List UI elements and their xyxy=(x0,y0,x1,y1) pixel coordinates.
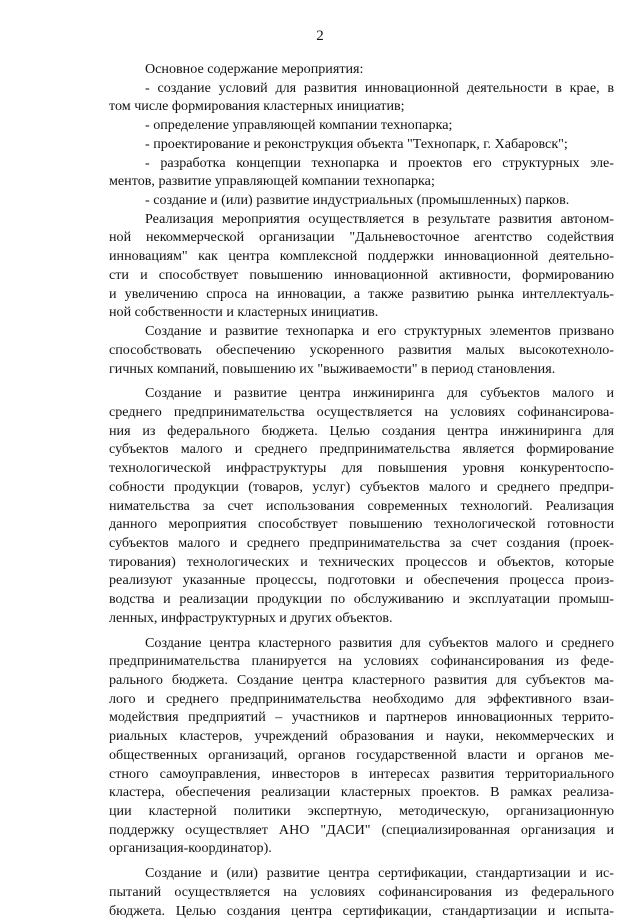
paragraph xyxy=(109,60,614,79)
paragraph xyxy=(109,864,614,920)
text-line: пытаний осуществляется на условиях софинансирования из федерального xyxy=(109,883,614,900)
document-body xyxy=(109,60,614,920)
text-line: стного самоуправления, инвесторов в интересах развития территориального xyxy=(109,765,614,782)
text-line: риальных кластеров, учреждений образования и науки, некоммерческих и xyxy=(109,728,614,745)
text-line: Создание и развитие технопарка и его структурных элементов призвано xyxy=(145,323,614,340)
text-line: ной собственности и кластерных инициатив. xyxy=(109,304,379,321)
text-line: общественных организаций, органов государственной власти и органов ме- xyxy=(109,746,614,763)
paragraph xyxy=(109,79,614,116)
text-line: ния из федерального бюджета. Целью создания центра инжиниринга для xyxy=(109,422,614,439)
text-line: Создание центра кластерного развития для субъектов малого и среднего xyxy=(145,634,614,651)
text-line: кластера, обеспечения реализации кластерных проектов. В рамках реализа- xyxy=(109,784,614,801)
text-line: реализуют указанные процессы, подготовки и обеспечения процесса произ- xyxy=(109,572,614,589)
paragraph xyxy=(109,384,614,627)
text-line: субъектов малого и среднего предпринимательства является формирование xyxy=(109,441,614,458)
text-line: инновациям" как центра комплексной поддержки инновационной деятельно- xyxy=(109,248,614,265)
text-line: Реализация мероприятия осуществляется в результате развития автоном- xyxy=(145,210,614,227)
text-line: бюджета. Целью создания центра сертификации, стандартизации и испыта- xyxy=(109,902,614,919)
paragraph xyxy=(109,116,614,135)
text-line: ленных, инфраструктурных и других объектов. xyxy=(109,609,393,626)
text-line: данного мероприятия способствует повышению технологической готовности xyxy=(109,516,614,533)
text-line: поддержку осуществляет АНО "ДАСИ" (специализированная организация и xyxy=(109,821,614,838)
paragraph xyxy=(109,210,614,322)
paragraph xyxy=(109,191,614,210)
text-line: том числе формирования кластерных инициатив; xyxy=(109,98,405,115)
text-line: технологической инфраструктуры для повышения уровня конкурентоспо- xyxy=(109,460,614,477)
text-line: - определение управляющей компании технопарка; xyxy=(145,117,453,134)
paragraph xyxy=(109,154,614,191)
text-line: Основное содержание мероприятия: xyxy=(145,61,364,77)
text-line: - создание и (или) развитие индустриальных (промышленных) парков. xyxy=(145,192,570,209)
text-line: - разработка концепции технопарка и проектов его структурных эле- xyxy=(145,154,614,171)
paragraph xyxy=(109,135,614,154)
paragraph xyxy=(109,634,614,859)
page-number: 2 xyxy=(316,28,324,44)
text-line: нимательства за счет использования современных технологий. Реализация xyxy=(109,497,614,514)
text-line: - создание условий для развития инновационной деятельности в крае, в xyxy=(145,79,614,96)
text-line: и увеличению спроса на инновации, а также развитию рынка интеллектуаль- xyxy=(109,285,614,302)
text-line: организация-координатор). xyxy=(109,840,272,857)
text-line: рального бюджета. Создание центра кластерного развития для субъектов ма- xyxy=(109,672,614,688)
text-line: собности продукции (товаров, услуг) субъектов малого и среднего предпри- xyxy=(109,478,614,495)
text-line: - проектирование и реконструкция объекта "Технопарк, г. Хабаровск"; xyxy=(145,135,568,152)
text-line: субъектов малого и среднего предпринимательства за счет создания (проек- xyxy=(109,534,614,551)
text-line: способствовать обеспечению ускоренного развития малых высокотехноло- xyxy=(109,341,614,358)
text-line: модействия предприятий – участников и партнеров инновационных террито- xyxy=(109,709,614,726)
text-line: ции кластерной политики экспертную, методическую, организационную xyxy=(109,803,614,820)
text-line: предпринимательства планируется на условиях софинансирования из феде- xyxy=(109,653,614,670)
text-line: гичных компаний, повышению их "выживаемости" в период становления. xyxy=(109,360,556,377)
text-line: Создание и развитие центра инжиниринга для субъектов малого и xyxy=(145,385,614,402)
text-line: Создание и (или) развитие центра сертификации, стандартизации и ис- xyxy=(145,865,614,882)
text-line: лого и среднего предпринимательства необходимо для эффективного взаи- xyxy=(109,690,614,707)
text-line: ментов, развитие управляющей компании технопарка; xyxy=(109,173,435,190)
text-line: сти и способствует повышению инновационной активности, формированию xyxy=(109,266,614,283)
text-line: водства и реализации продукции по обслуживанию и эксплуатации промыш- xyxy=(109,591,614,608)
text-line: тирования) технологических и технических процессов и объектов, которые xyxy=(109,553,614,570)
text-line: среднего предпринимательства осуществляется на условиях софинансирова- xyxy=(109,403,614,420)
text-line: ной некоммерческой организации "Дальневосточное агентство содействия xyxy=(109,229,614,246)
paragraph xyxy=(109,322,614,378)
